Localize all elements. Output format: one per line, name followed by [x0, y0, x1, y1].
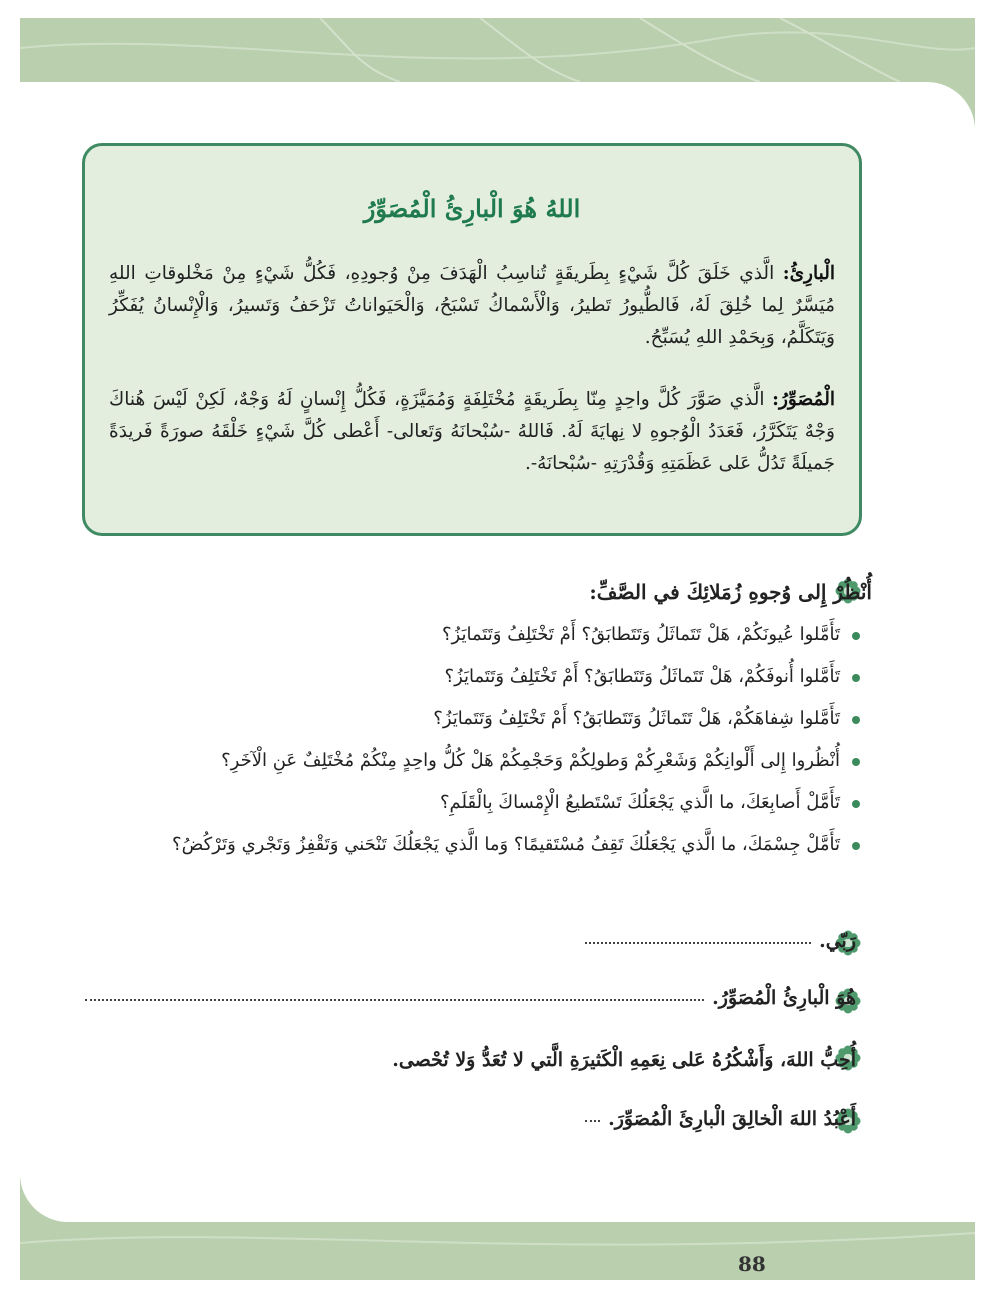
bari-text: الَّذي خَلَقَ كُلَّ شَيْءٍ بِطَريقَةٍ تُناسِبُ الْهَدَفَ مِنْ وُجودِهِ، فَكُلُّ شَيْءٍ مِنْ مَخْلوقاتِ اللهِ مُيَسَّرٌ لِما خُلِقَ لَهُ، فَالطُّيورُ تَطيرُ، وَالْأَسْماكُ تَسْبَحُ، وَالْحَيَواناتُ تَزْحَفُ وَتَسيرُ، وَالْإِنْسانُ يُفَكِّرُ وَيَتَكَلَّمُ، وَبِحَمْدِ اللهِ يُسَبِّحُ. — [109, 263, 835, 348]
bari-paragraph — [109, 258, 835, 354]
musawwir-paragraph — [109, 384, 835, 480]
fill-in-row — [85, 987, 856, 1009]
question-list — [80, 618, 860, 870]
fill-in-text: أُحِبُّ اللهَ، وَأَشْكُرُهُ عَلى نِعَمِهِ الْكَثيرَةِ الَّتي لا تُعَدُّ وَلا تُحْصى. — [392, 1049, 856, 1071]
list-item — [80, 702, 860, 736]
musawwir-text: الَّذي صَوَّرَ كُلَّ واحِدٍ مِنّا بِطَريقَةٍ مُخْتَلِفَةٍ وَمُمَيَّزَةٍ، فَكُلُّ إِنْسانٍ لَهُ وَجْهٌ، لَكِنْ لَيْسَ هُناكَ وَجْهٌ يَتَكَرَّرُ، فَعَدَدُ الْوُجوهِ لا نِهايَةَ لَهُ. فَاللهُ -سُبْحانَهُ وَتَعالى- أَعْطى كُلَّ شَيْءٍ خَلْقَهُ صورَةً فَريدَةً جَميلَةً تَدُلُّ عَلى عَظَمَتِهِ وَقُدْرَتِهِ -سُبْحانَهُ-. — [109, 389, 835, 474]
page-number: 88 — [738, 1252, 766, 1276]
fill-in-text: أَعْبُدُ اللهَ الْخالِقَ الْبارِئَ الْمُصَوِّرَ. — [608, 1108, 856, 1130]
bullet-dot-icon — [852, 758, 860, 766]
bullet-dot-icon — [852, 800, 860, 808]
box-title: اللهُ هُوَ الْبارِئُ الْمُصَوِّرُ — [363, 194, 581, 223]
bari-term: الْبارِئُ: — [782, 263, 835, 284]
question-text: تَأَمَّلوا شِفاهَكُمْ، هَلْ تَتَماثَلُ وَتَتَطابَقُ؟ أَمْ تَخْتَلِفُ وَتَتَمايَزُ؟ — [433, 708, 840, 729]
musawwir-term: الْمُصَوِّرُ: — [772, 389, 836, 410]
question-text: تَأَمَّلوا أُنوفَكُمْ، هَلْ تَتَماثَلُ وَتَتَطابَقُ؟ أَمْ تَخْتَلِفُ وَتَتَمايَزُ؟ — [444, 666, 840, 687]
list-item — [80, 786, 860, 820]
fill-in-text: رَبّي. — [819, 930, 856, 952]
activity-heading: أُنْظُرْ إِلى وُجوهِ زُمَلائِكَ في الصَّفِّ: — [589, 580, 872, 604]
bullet-dot-icon — [852, 716, 860, 724]
question-text: أُنْظُروا إِلى أَلْوانِكُمْ وَشَعْرِكُمْ وَطولِكُمْ وَحَجْمِكُمْ هَلْ كُلُّ واحِدٍ مِنْكُمْ مُخْتَلِفٌ عَنِ الْآخَرِ؟ — [221, 750, 840, 771]
list-item — [80, 744, 860, 778]
definition-box — [82, 143, 862, 536]
blank-line[interactable] — [585, 1119, 600, 1122]
blank-line[interactable] — [85, 998, 704, 1001]
fill-in-row — [585, 1108, 856, 1130]
blank-line[interactable] — [585, 941, 811, 944]
question-text: تَأَمَّلْ جِسْمَكَ، ما الَّذي يَجْعَلُكَ تَقِفُ مُسْتَقيمًا؟ وَما الَّذي يَجْعَلُكَ تَنْحَني وَتَقْفِزُ وَتَجْري وَتَرْكُضُ؟ — [172, 834, 840, 855]
question-text: تَأَمَّلوا عُيونَكُمْ، هَلْ تَتَماثَلُ وَتَتَطابَقُ؟ أَمْ تَخْتَلِفُ وَتَتَمايَزُ؟ — [441, 624, 840, 645]
list-item — [80, 660, 860, 694]
bullet-dot-icon — [852, 632, 860, 640]
fill-in-row — [585, 930, 856, 952]
list-item — [80, 618, 860, 652]
fill-in-row — [85, 1044, 856, 1076]
fill-in-text: هُوَ الْبارِئُ الْمُصَوِّرُ. — [712, 987, 856, 1009]
question-text: تَأَمَّلْ أَصابِعَكَ، ما الَّذي يَجْعَلُكَ تَسْتَطيعُ الْإِمْساكَ بِالْقَلَمِ؟ — [440, 792, 840, 813]
bullet-dot-icon — [852, 842, 860, 850]
list-item — [80, 828, 860, 862]
bullet-dot-icon — [852, 674, 860, 682]
